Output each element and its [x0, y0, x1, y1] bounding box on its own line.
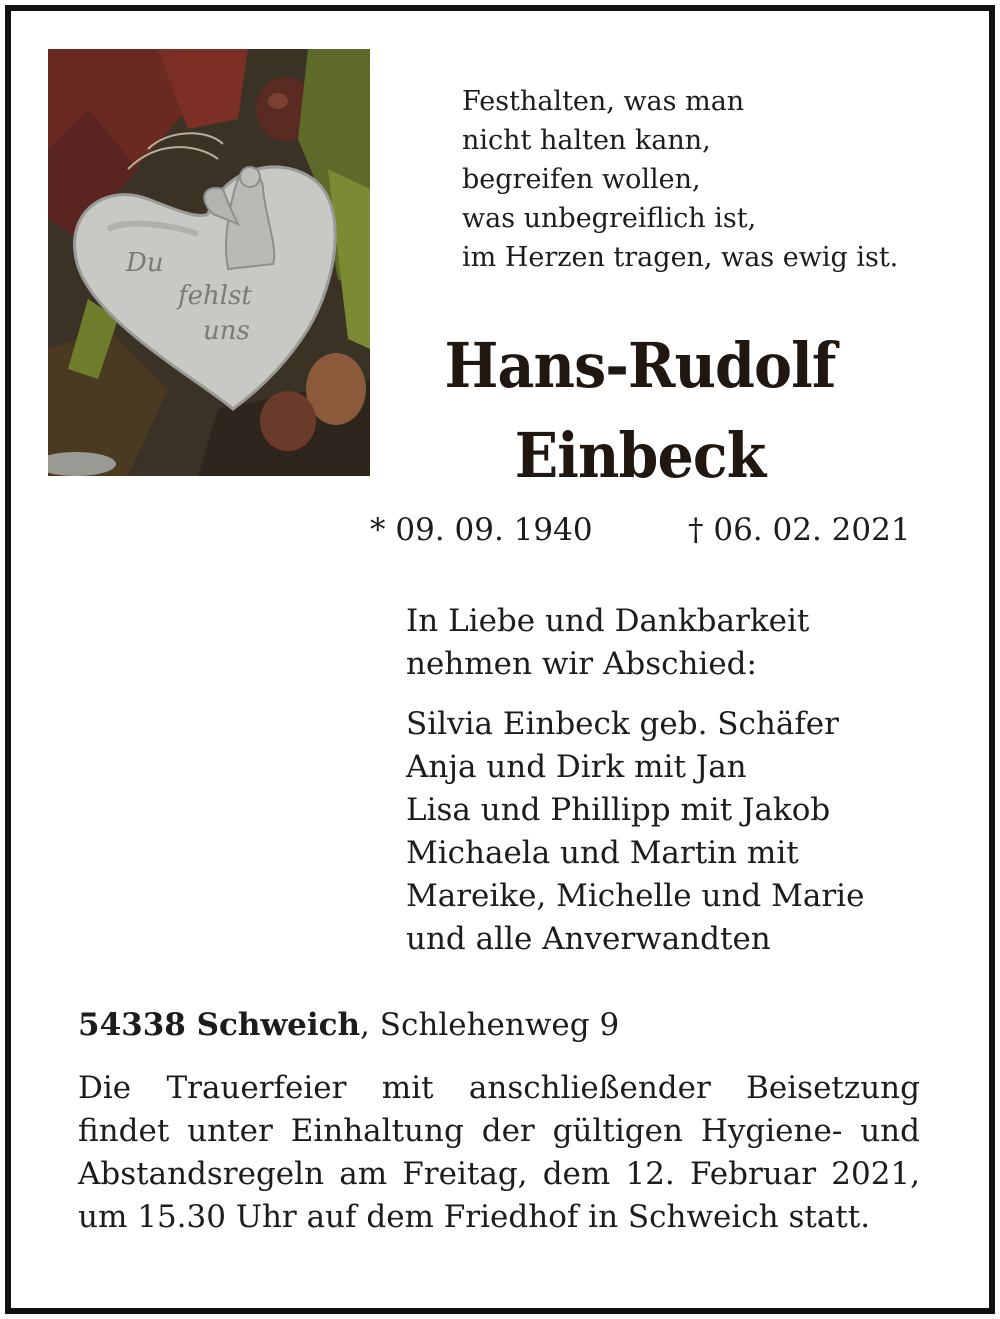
- farewell-text: [406, 600, 809, 686]
- mourners-list: [406, 703, 864, 961]
- mourner-line: Michaela und Martin mit: [406, 835, 799, 871]
- memorial-poem: [462, 82, 898, 277]
- mourner-line: und alle Anverwandten: [406, 921, 771, 957]
- birth-date: * 09. 09. 1940: [370, 512, 593, 548]
- notice-line: um 15.30 Uhr auf dem Friedhof in Schweich statt.: [78, 1199, 871, 1235]
- death-date: † 06. 02. 2021: [688, 512, 911, 548]
- deceased-first-name: Hans-Rudolf: [444, 329, 836, 402]
- poem-line: nicht halten kann,: [462, 125, 711, 156]
- heart-text-du: Du: [126, 248, 164, 278]
- poem-line: Festhalten, was man: [462, 86, 745, 117]
- notice-line: findet unter Einhaltung der gültigen Hygiene- und: [78, 1113, 920, 1149]
- poem-line: im Herzen tragen, was ewig ist.: [462, 242, 899, 273]
- address-street: Schlehenweg 9: [369, 1007, 620, 1043]
- address-city: 54338 Schweich: [78, 1007, 361, 1043]
- mourner-line: Silvia Einbeck geb. Schäfer: [406, 706, 839, 742]
- heart-text-uns: uns: [203, 316, 250, 346]
- poem-line: begreifen wollen,: [462, 164, 701, 195]
- notice-line: Abstandsregeln am Freitag, dem 12. Februar 2021,: [78, 1156, 920, 1192]
- address-separator: ,: [360, 1007, 370, 1043]
- heart-text-fehlst: fehlst: [178, 281, 252, 311]
- family-address: [78, 1007, 619, 1043]
- farewell-line: nehmen wir Abschied:: [406, 646, 757, 682]
- memorial-heart-photo: [48, 49, 370, 476]
- farewell-line: In Liebe und Dankbarkeit: [406, 603, 810, 639]
- mourner-line: Lisa und Phillipp mit Jakob: [406, 792, 831, 828]
- poem-line: was unbegreiflich ist,: [462, 203, 757, 234]
- deceased-last-name: Einbeck: [514, 419, 766, 492]
- mourner-line: Anja und Dirk mit Jan: [406, 749, 747, 785]
- funeral-notice: [78, 1067, 920, 1239]
- notice-line: Die Trauerfeier mit anschließender Beisetzung: [78, 1070, 920, 1106]
- mourner-line: Mareike, Michelle und Marie: [406, 878, 865, 914]
